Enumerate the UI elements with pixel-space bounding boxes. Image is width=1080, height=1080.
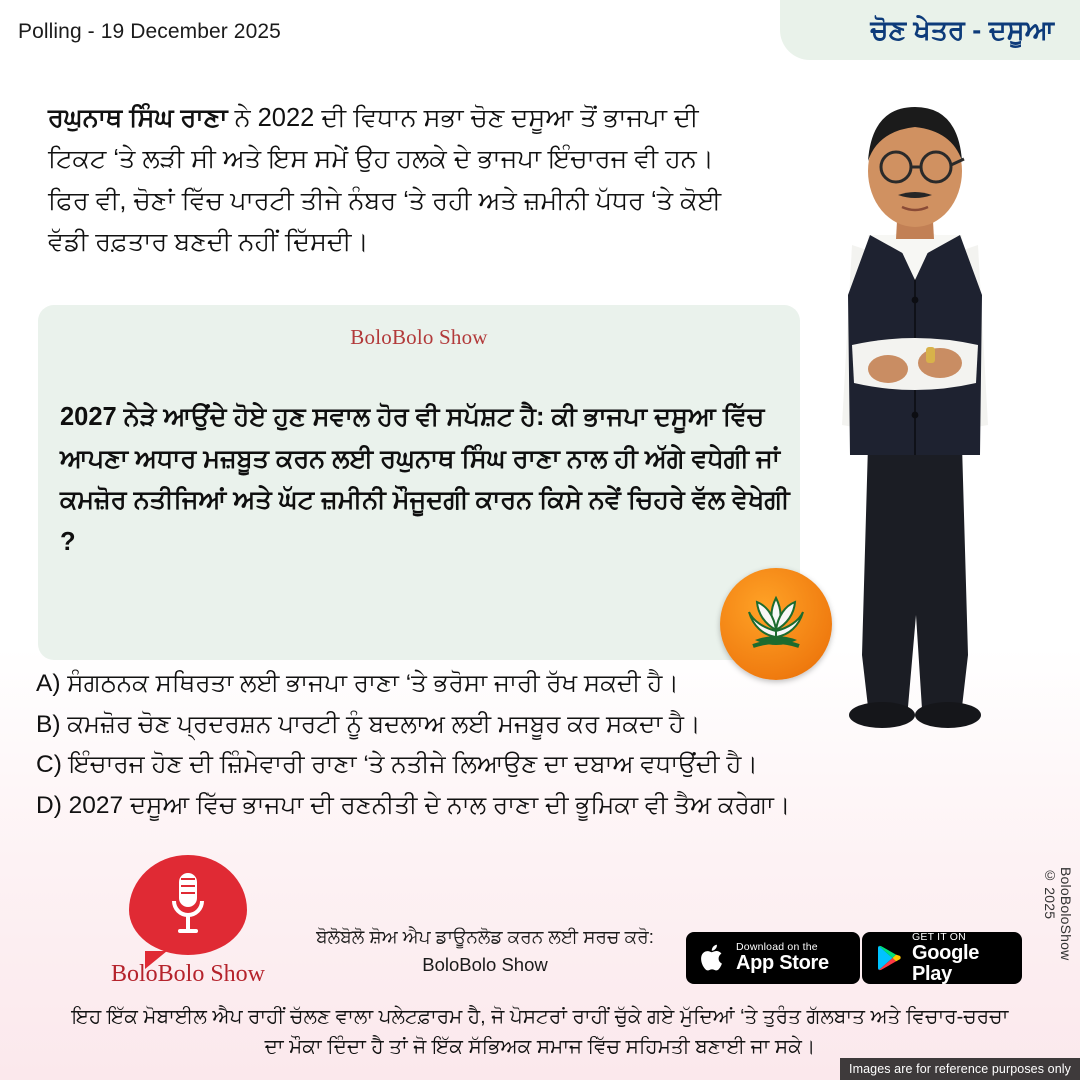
question-text: 2027 ਨੇੜੇ ਆਉਂਦੇ ਹੋਏ ਹੁਣ ਸਵਾਲ ਹੋਰ ਵੀ ਸਪੱਸ਼ਟ ਹੈ: ਕੀ ਭਾਜਪਾ ਦਸੂਆ ਵਿੱਚ ਆਪਣਾ ਅਧਾਰ ਮਜ਼ਬੂਤ ਕਰਨ ਲਈ ਰਘੁਨਾਥ ਸਿੰਘ ਰਾਣਾ ਨਾਲ ਹੀ ਅੱਗੇ ਵਧੇਗੀ ਜਾਂ ਕਮਜ਼ੋਰ ਨਤੀਜਿਆਂ ਅਤੇ ਘੱਟ ਜ਼ਮੀਨੀ ਮੌਜੂਦਗੀ ਕਾਰਨ ਕਿਸੇ ਨਵੇਂ ਚਿਹਰੇ ਵੱਲ ਵੇਖੇਗੀ ? bbox=[60, 403, 790, 556]
google-play-text bbox=[912, 932, 1008, 985]
speech-bubble-icon bbox=[129, 855, 247, 955]
app-store-text bbox=[736, 942, 829, 974]
app-store-button[interactable] bbox=[686, 932, 860, 984]
copyright-label: BoloBoloShow © 2025 bbox=[1042, 866, 1074, 960]
app-download-prompt-line1: ਬੋਲੋਬੋਲੋ ਸ਼ੋਅ ਐਪ ਡਾਊਨਲੋਡ ਕਰਨ ਲਈ ਸਰਚ ਕਰੋ: bbox=[316, 925, 654, 947]
constituency-tag-label: ਚੋਣ ਖੇਤਰ - ਦਸੂਆ bbox=[870, 14, 1054, 45]
option-b[interactable]: B) ਕਮਜ਼ੋਰ ਚੋਣ ਪ੍ਰਦਰਸ਼ਨ ਪਾਰਟੀ ਨੂੰ ਬਦਲਾਅ ਲਈ ਮਜਬੂਰ ਕਰ ਸਕਦਾ ਹੈ। bbox=[36, 710, 701, 738]
lotus-icon bbox=[739, 588, 813, 660]
app-download-prompt bbox=[300, 923, 670, 980]
app-store-small-label: Download on the bbox=[736, 940, 818, 953]
watermark-label: BoloBolo Show bbox=[350, 325, 488, 349]
intro-paragraph bbox=[48, 98, 738, 263]
app-store-big-label: App Store bbox=[736, 952, 829, 974]
google-play-icon bbox=[876, 944, 902, 972]
brand-logo-label: BoloBolo Show bbox=[110, 961, 266, 987]
polling-date-label: Polling - 19 December 2025 bbox=[18, 20, 281, 43]
option-c[interactable]: C) ਇੰਚਾਰਜ ਹੋਣ ਦੀ ਜ਼ਿੰਮੇਵਾਰੀ ਰਾਣਾ ‘ਤੇ ਨਤੀਜੇ ਲਿਆਉਣ ਦਾ ਦਬਾਅ ਵਧਾਉਂਦੀ ਹੈ। bbox=[36, 751, 758, 778]
intro-body-text: ਨੇ 2022 ਦੀ ਵਿਧਾਨ ਸਭਾ ਚੋਣ ਦਸੂਆ ਤੋਂ ਭਾਜਪਾ ਦੀ ਟਿਕਟ ‘ਤੇ ਲੜੀ ਸੀ ਅਤੇ ਇਸ ਸਮੇਂ ਉਹ ਹਲਕੇ ਦੇ ਭਾਜਪਾ ਇੰਚਾਰਜ ਵੀ ਹਨ। ਫਿਰ ਵੀ, ਚੋਣਾਂ ਵਿੱਚ ਪਾਰਟੀ ਤੀਜੇ ਨੰਬਰ ‘ਤੇ ਰਹੀ ਅਤੇ ਜ਼ਮੀਨੀ ਪੱਧਰ ‘ਤੇ ਕੋਈ ਵੱਡੀ ਰਫ਼ਤਾਰ ਬਣਦੀ ਨਹੀਂ ਦਿੱਸਦੀ। bbox=[48, 104, 722, 256]
footer bbox=[0, 866, 1080, 1080]
option-d[interactable]: D) 2027 ਦਸੂਆ ਵਿੱਚ ਭਾਜਪਾ ਦੀ ਰਣਨੀਤੀ ਦੇ ਨਾਲ ਰਾਣਾ ਦੀ ਭੂਮਿਕਾ ਵੀ ਤੈਅ ਕਰੇਗਾ। bbox=[36, 791, 791, 819]
question-panel bbox=[38, 305, 800, 660]
bjp-logo-badge bbox=[720, 568, 832, 680]
google-play-big-label: Google Play bbox=[912, 941, 980, 985]
platform-disclaimer: ਇਹ ਇੱਕ ਮੋਬਾਈਲ ਐਪ ਰਾਹੀਂ ਚੱਲਣ ਵਾਲਾ ਪਲੇਟਫ਼ਾਰਮ ਹੈ, ਜੋ ਪੋਸਟਰਾਂ ਰਾਹੀਂ ਚੁੱਕੇ ਗਏ ਮੁੱਦਿਆਂ ‘ਤੇ ਤੁਰੰਤ ਗੱਲਬਾਤ ਅਤੇ ਵਿਚਾਰ-ਚਰਚਾ ਦਾ ਮੌਕਾ ਦਿੰਦਾ ਹੈ ਤਾਂ ਜੋ ਇੱਕ ਸੱਭਿਅਕ ਸਮਾਜ ਵਿੱਚ ਸਹਿਮਤੀ ਬਣਾਈ ਜਾ ਸਕੇ। bbox=[71, 1006, 1009, 1058]
microphone-icon bbox=[165, 867, 211, 943]
brand-logo bbox=[108, 855, 268, 988]
apple-icon bbox=[700, 943, 726, 973]
constituency-tag bbox=[780, 0, 1080, 60]
option-a[interactable]: A) ਸੰਗਠਨਕ ਸਥਿਰਤਾ ਲਈ ਭਾਜਪਾ ਰਾਣਾ ‘ਤੇ ਭਰੋਸਾ ਜਾਰੀ ਰੱਖ ਸਕਦੀ ਹੈ। bbox=[36, 670, 679, 697]
google-play-button[interactable] bbox=[862, 932, 1022, 984]
google-play-small-label: GET IT ON bbox=[912, 930, 966, 943]
header bbox=[0, 0, 1080, 62]
reference-note: Images are for reference purposes only bbox=[840, 1058, 1080, 1080]
options-list bbox=[36, 672, 996, 834]
candidate-name: ਰਘੁਨਾਥ ਸਿੰਘ ਰਾਣਾ bbox=[48, 104, 228, 132]
app-name-label: BoloBolo Show bbox=[422, 954, 548, 976]
